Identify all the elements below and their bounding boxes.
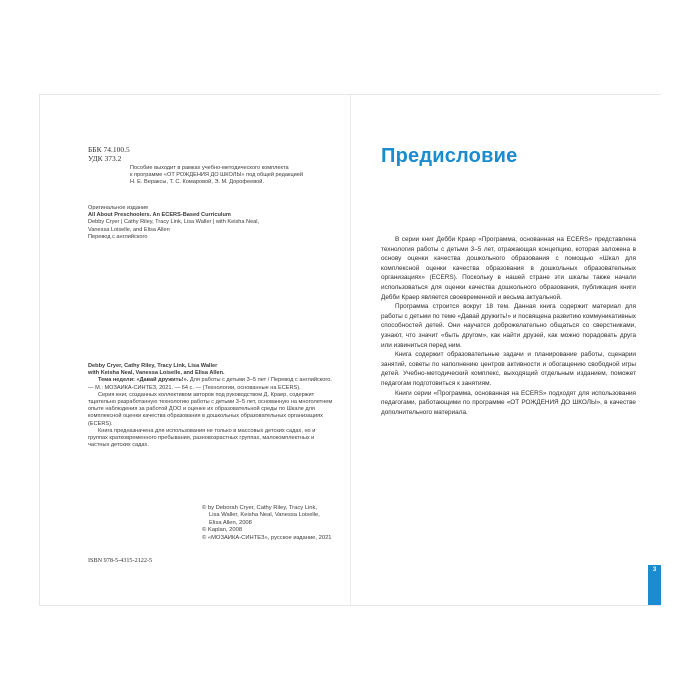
page-title: Предисловие [381,145,518,167]
copyright-line: © Kaplan, 2008 [202,527,243,534]
preface-paragraph: В серии книг Дебби Краер «Программа, основанная на ECERS» представлена технология работы с детьми 3–5 лет, отражающая концепцию, которая заложена в основу оценки качества дошкольного образования с помощью «Шкал для комплексной оценки качества образования в дошкольных образовательных организациях» (ECERS). Поскольку в нашей стране эти шкалы также начали использоваться для оценки качества дошкольного образования, публикация книги Дебби Краер является своевременной и весьма актуальной. [381,236,636,301]
udk-code: УДК 373.2 [88,154,122,163]
copyright-line: © «МОЗАИКА-СИНТЕЗ», русское издание, 2021 [202,534,332,541]
series-note [88,165,338,187]
preface-paragraph: Книга содержит образовательные задачи и планирование работы, сценарии занятий, советы по наполнению центров активности и обогащению свободной игры детей. Учебно-методический комплекс, выходящий отдельным изданием, поможет педагогам подготовиться к занятиям. [381,351,636,387]
series-note-line: Н. Е. Вераксы, Т. С. Комаровой, Э. М. Дорофеевой. [130,179,264,186]
annotation-authors-line: with Keisha Neal, Vanessa Loiselle, and Elisa Allen. [88,370,225,377]
book-spread [40,95,660,605]
original-authors-line: Vanessa Loiselle, and Elisa Allen [88,226,170,233]
copyright-line: Lisa Waller, Keisha Neal, Vanessa Loiselle, [209,512,320,519]
annotation-authors-line: Debby Cryer, Cathy Riley, Tracy Link, Lisa Waller [88,363,218,369]
translation-note: Перевод с английского [88,233,148,240]
preface-paragraph: Программа строится вокруг 18 тем. Данная книга содержит материал для работы с детьми по теме «Давай дружить!» и посвящена развитию коммуникативных способностей детей. Они научатся доброжелательно общаться со сверстниками, узнают, что значит «быть другом», как найти друзей, как можно порадовать друга или извиниться перед ним. [381,303,636,349]
left-page [40,95,350,605]
isbn: ISBN 978-5-4315-2122-5 [88,557,153,564]
annotation [88,363,333,449]
page-number-tab [648,565,661,605]
copyright-block [202,505,342,542]
annotation-topic [88,377,333,391]
original-authors-line: Debby Cryer | Cathy Riley, Tracy Link, Lisa Waller | with Keisha Neal, [88,219,260,226]
bbk-code: ББК 74.100.5 [88,145,130,154]
page-number: 3 [652,567,657,573]
original-title: All About Preschoolers. An ECERS-Based Curriculum [88,212,231,219]
preface-text [381,235,636,417]
original-label: Оригинальное издание [88,205,149,211]
annotation-paragraph: Серия книг, созданных коллективом авторов под руководством Д. Краер, содержит тщательно разработанную технологию работы с детьми 3–5 лет, основанную на многолетнем опыте наблюдения за работой ДОО и оценке их образовательной среды по Шкале для комплексной оценки качества образования в дошкольных образовательных организациях (ECERS). [88,391,333,427]
annotation-paragraph: Книга предназначена для использования не только в массовых детских садах, но и группах кратковременного пребывания, разновозрастных группах, малокомплектных и частных детских садах. [88,427,316,449]
original-edition [88,205,338,241]
copyright-line: Elisa Allen, 2008 [209,519,252,526]
right-page [350,95,661,605]
series-note-line: к программе «ОТ РОЖДЕНИЯ ДО ШКОЛЫ» под общей редакцией [130,172,304,179]
copyright-line: © by Deborah Cryer, Cathy Riley, Tracy Link, [202,505,317,511]
topic-details: Для работы с детьми 3–5 лет / Перевод с английского. — М.: МОЗАИКА-СИНТЕЗ, 2021. — 64 с. — (Технологии, основанные на ECERS). [88,377,332,391]
classification-codes [88,145,130,163]
series-note-line: Пособие выходит в рамках учебно-методического комплекта [130,165,289,171]
topic-title: Тема недели: «Давай дружить!». [98,377,189,384]
preface-paragraph: Книги серии «Программа, основанная на ECERS» подходят для использования педагогами, работающими по программе «ОТ РОЖДЕНИЯ ДО ШКОЛЫ», в качестве дополнительного материала. [381,389,636,416]
